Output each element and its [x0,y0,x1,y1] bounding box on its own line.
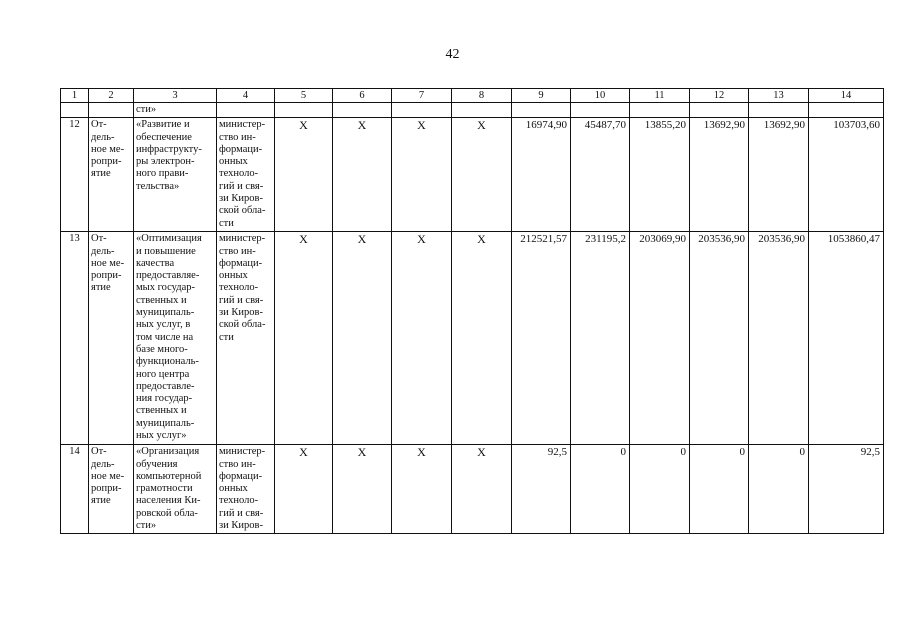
header-cell: 1 [61,89,89,103]
header-cell: 13 [749,89,809,103]
value-cell: 203536,90 [690,232,749,445]
row-type: От- дель- ное ме- ропри- ятие [89,445,134,534]
value-cell: 103703,60 [809,118,884,232]
page-number: 42 [445,47,460,62]
value-cell: 203069,90 [630,232,690,445]
row-executor: министер- ство ин- формаци- онных техноло- гий и свя- зи Киров- ской обла- сти [217,118,275,232]
continuation-row [61,103,884,118]
header-cell: 14 [809,89,884,103]
row-name: «Организация обучения компьютерной грамотности населения Ки- ровской обла- сти» [134,445,217,534]
value-cell: 0 [571,445,630,534]
table-row [61,445,884,534]
mark-cell: X [333,232,392,445]
value-cell: 92,5 [809,445,884,534]
row-type: От- дель- ное ме- ропри- ятие [89,232,134,445]
value-cell: 0 [630,445,690,534]
value-cell: 13692,90 [690,118,749,232]
mark-cell: X [452,445,512,534]
row-executor: министер- ство ин- формаци- онных техноло- гий и свя- зи Киров- ской обла- сти [217,232,275,445]
value-cell: 92,5 [512,445,571,534]
header-cell: 11 [630,89,690,103]
row-executor: министер- ство ин- формаци- онных техноло- гий и свя- зи Киров- [217,445,275,534]
header-cell: 7 [392,89,452,103]
empty-cell [333,103,392,118]
value-cell: 212521,57 [512,232,571,445]
value-cell: 45487,70 [571,118,630,232]
value-cell: 0 [749,445,809,534]
row-number: 13 [61,232,89,445]
header-cell: 2 [89,89,134,103]
row-name: «Оптимизация и повышение качества предоставляе- мых государ- ственных и муниципаль- ных услуг, в том числе на базе много- функциональ- ного центра предоставле- ния государ- ственных и муниципаль- ных услуг» [134,232,217,445]
value-cell: 16974,90 [512,118,571,232]
header-cell: 8 [452,89,512,103]
value-cell: 0 [690,445,749,534]
budget-table [60,88,884,534]
empty-cell [89,103,134,118]
empty-cell [452,103,512,118]
mark-cell: X [275,118,333,232]
mark-cell: X [275,232,333,445]
empty-cell [275,103,333,118]
value-cell: 203536,90 [749,232,809,445]
header-cell: 4 [217,89,275,103]
empty-cell [571,103,630,118]
mark-cell: X [452,232,512,445]
table-row [61,118,884,232]
header-cell: 6 [333,89,392,103]
header-cell: 3 [134,89,217,103]
header-cell: 5 [275,89,333,103]
empty-cell [61,103,89,118]
empty-cell [749,103,809,118]
empty-cell [630,103,690,118]
header-cell: 10 [571,89,630,103]
value-cell: 1053860,47 [809,232,884,445]
row-number: 12 [61,118,89,232]
mark-cell: X [392,445,452,534]
table-row [61,232,884,445]
mark-cell: X [275,445,333,534]
mark-cell: X [392,118,452,232]
mark-cell: X [333,445,392,534]
empty-cell [690,103,749,118]
value-cell: 13692,90 [749,118,809,232]
row-name: «Развитие и обеспечение инфраструкту- ры электрон- ного прави- тельства» [134,118,217,232]
empty-cell [392,103,452,118]
header-cell: 9 [512,89,571,103]
empty-cell [217,103,275,118]
mark-cell: X [333,118,392,232]
header-cell: 12 [690,89,749,103]
value-cell: 231195,2 [571,232,630,445]
mark-cell: X [392,232,452,445]
empty-cell [512,103,571,118]
row-number: 14 [61,445,89,534]
value-cell: 13855,20 [630,118,690,232]
continuation-text: сти» [134,103,217,118]
mark-cell: X [452,118,512,232]
header-row [61,89,884,103]
empty-cell [809,103,884,118]
row-type: От- дель- ное ме- ропри- ятие [89,118,134,232]
